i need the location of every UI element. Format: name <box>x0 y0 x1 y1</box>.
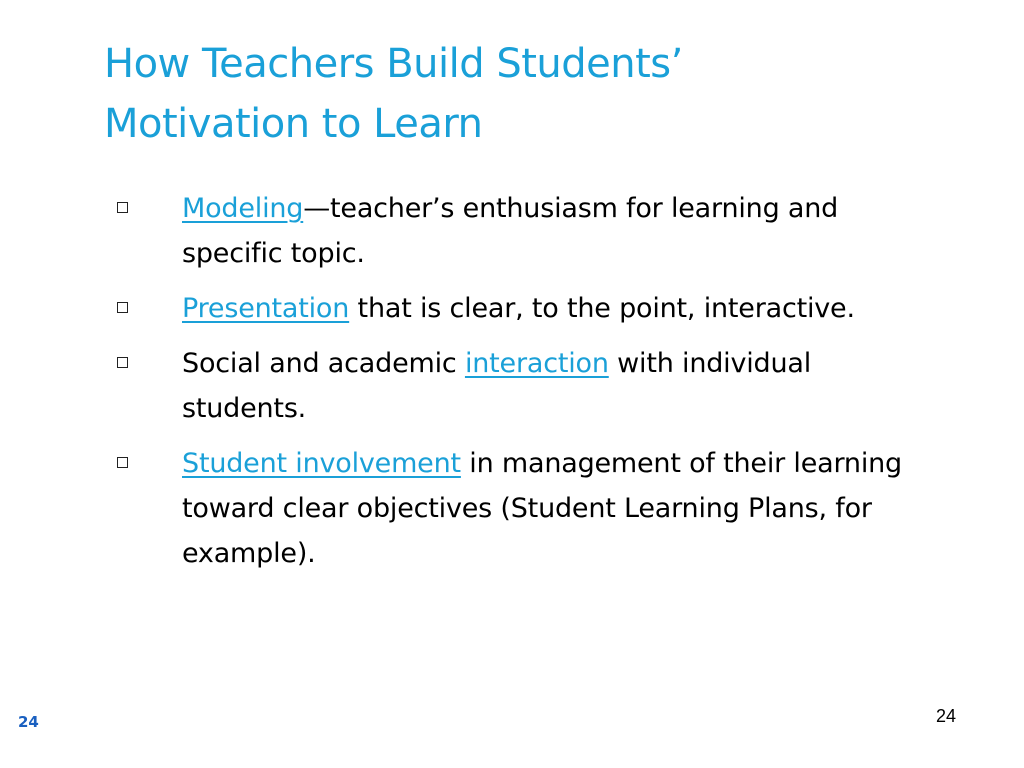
bullet-text: —teacher’s enthusiasm for learning and specific topic. <box>182 193 839 269</box>
slide-title-line-2: Motivation to Learn <box>104 101 483 147</box>
square-bullet-icon <box>117 357 128 368</box>
square-bullet-icon <box>117 302 128 313</box>
modeling-link[interactable]: Modeling <box>182 193 304 224</box>
student-involvement-link[interactable]: Student involvement <box>182 448 461 479</box>
bullet-list <box>112 186 932 586</box>
slide-title-line-1: How Teachers Build Students’ <box>104 41 683 87</box>
bullet-text: Social and academic <box>182 348 465 379</box>
bullet-item-presentation <box>112 286 932 331</box>
slide-number-right: 24 <box>936 706 957 726</box>
slide-title <box>104 34 964 154</box>
bullet-item-student-involvement <box>112 441 932 576</box>
bullet-text: in management of their learning toward clear objectives (Student Learning Plans, for example). <box>182 448 902 569</box>
square-bullet-icon <box>117 457 128 468</box>
slide-number-left: 24 <box>18 713 39 731</box>
bullet-text: with individual students. <box>182 348 812 424</box>
bullet-text: that is clear, to the point, interactive. <box>349 293 855 324</box>
square-bullet-icon <box>117 202 128 213</box>
interaction-link[interactable]: interaction <box>464 348 609 379</box>
presentation-link[interactable]: Presentation <box>182 293 350 324</box>
bullet-item-interaction <box>112 341 932 431</box>
bullet-item-modeling <box>112 186 932 276</box>
